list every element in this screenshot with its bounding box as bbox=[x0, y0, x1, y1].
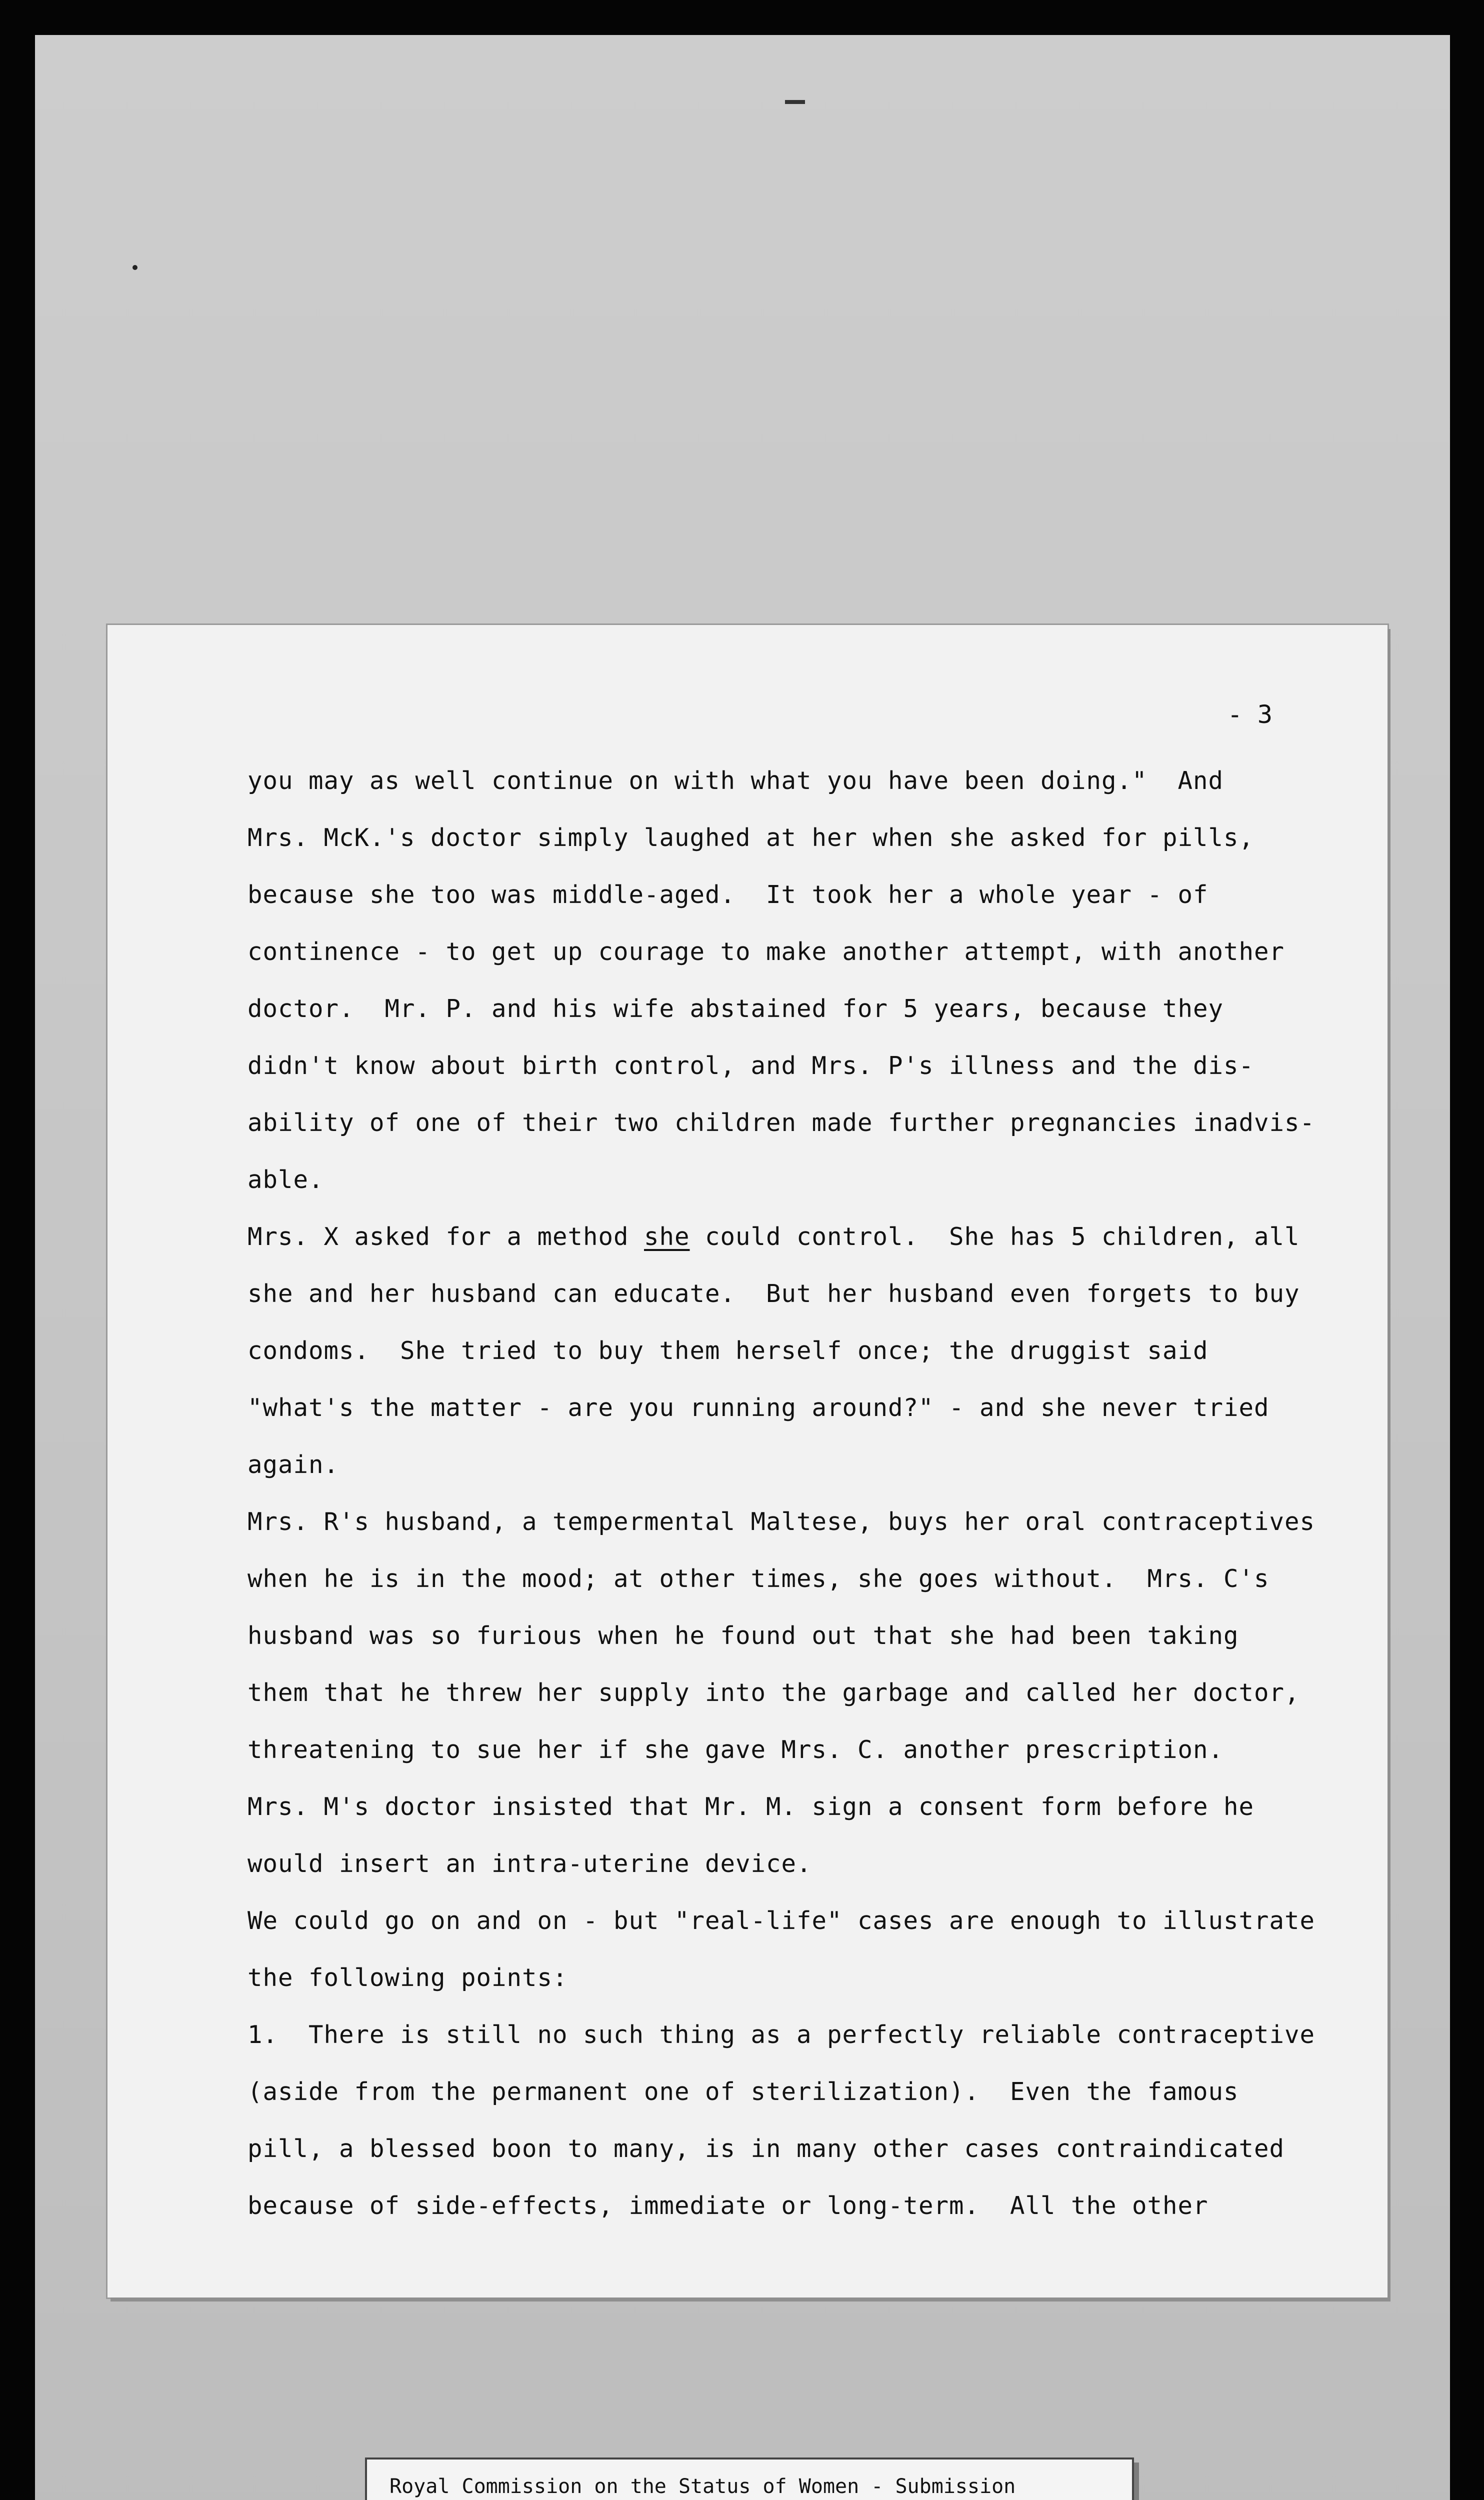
text-line: "what's the matter - are you running around?" - and she never tried bbox=[248, 1394, 1270, 1422]
text-line: (aside from the permanent one of sterilization). Even the famous bbox=[248, 2078, 1239, 2106]
text-line: because of side-effects, immediate or long-term. All the other bbox=[248, 2192, 1208, 2220]
source-label bbox=[365, 2458, 1134, 2500]
text-line: We could go on and on - but "real-life" cases are enough to illustrate bbox=[248, 1906, 1316, 1935]
text-segment: Mrs. X asked for a method bbox=[248, 1222, 644, 1251]
document-page bbox=[108, 625, 1388, 2298]
text-line: again. bbox=[248, 1450, 340, 1479]
text-line: threatening to sue her if she gave Mrs. C. another prescription. bbox=[248, 1736, 1224, 1764]
text-line: ability of one of their two children made further pregnancies inadvis- bbox=[248, 1108, 1316, 1137]
text-line: husband was so furious when he found out that she had been taking bbox=[248, 1622, 1239, 1650]
text-segment: could control. She has 5 children, all bbox=[690, 1222, 1300, 1251]
text-line: continence - to get up courage to make another attempt, with another bbox=[248, 938, 1285, 966]
text-line: condoms. She tried to buy them herself once; the druggist said bbox=[248, 1336, 1208, 1365]
text-line: able. bbox=[248, 1166, 324, 1194]
label-title: Royal Commission on the Status of Women - Submission bbox=[390, 2475, 1016, 2498]
text-line: didn't know about birth control, and Mrs. P's illness and the dis- bbox=[248, 1052, 1254, 1080]
board-mark bbox=[785, 100, 805, 104]
text-line: when he is in the mood; at other times, she goes without. Mrs. C's bbox=[248, 1564, 1270, 1593]
text-line: the following points: bbox=[248, 1964, 568, 1992]
text-line: doctor. Mr. P. and his wife abstained for 5 years, because they bbox=[248, 994, 1224, 1023]
page-number: - 3 bbox=[1227, 700, 1272, 729]
text-line: Mrs. McK.'s doctor simply laughed at her when she asked for pills, bbox=[248, 824, 1254, 852]
text-line: 1. There is still no such thing as a perfectly reliable contraceptive bbox=[248, 2020, 1316, 2049]
typed-text-body bbox=[248, 752, 1448, 2234]
text-line: pill, a blessed boon to many, is in many other cases contraindicated bbox=[248, 2134, 1285, 2163]
text-line: Mrs. R's husband, a tempermental Maltese, buys her oral contraceptives bbox=[248, 1508, 1316, 1536]
speck bbox=[132, 265, 138, 270]
text-line bbox=[248, 1208, 1448, 1266]
underlined-word: she bbox=[644, 1222, 690, 1251]
text-line: them that he threw her supply into the garbage and called her doctor, bbox=[248, 1678, 1300, 1707]
text-line: she and her husband can educate. But her husband even forgets to buy bbox=[248, 1280, 1300, 1308]
text-line: you may as well continue on with what you have been doing." And bbox=[248, 766, 1224, 795]
text-line: would insert an intra-uterine device. bbox=[248, 1850, 812, 1878]
text-line: because she too was middle-aged. It took her a whole year - of bbox=[248, 880, 1208, 909]
text-line: Mrs. M's doctor insisted that Mr. M. sign a consent form before he bbox=[248, 1792, 1254, 1821]
